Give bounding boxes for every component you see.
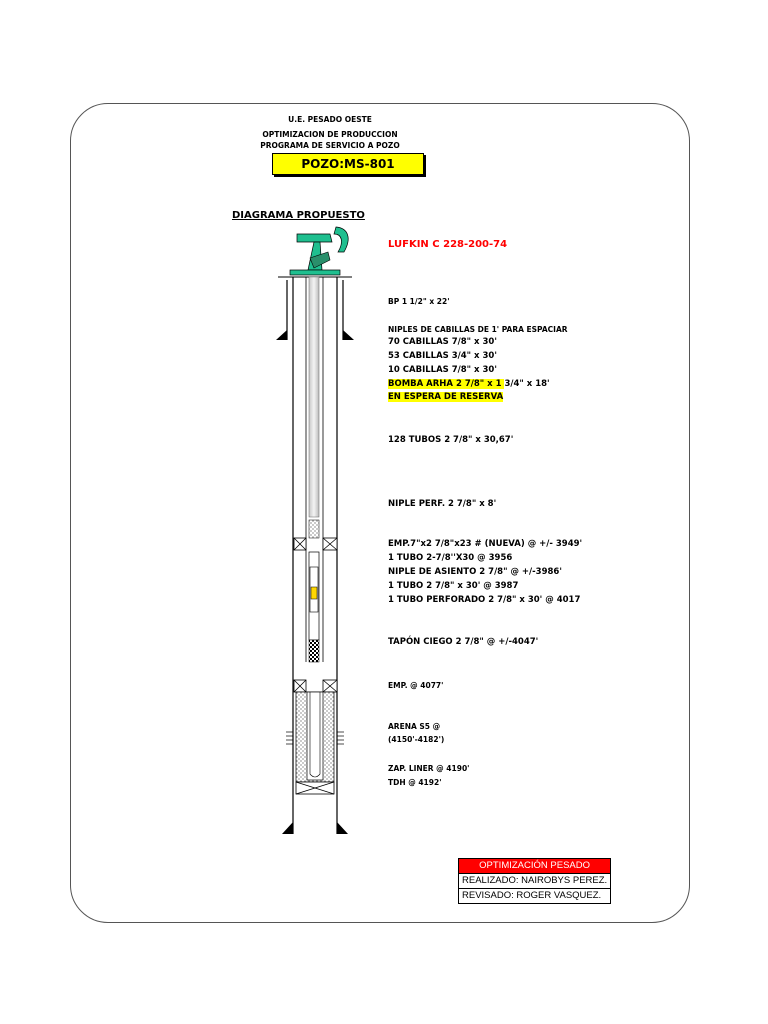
- diagram-title: DIAGRAMA PROPUESTO: [232, 210, 365, 221]
- label-zapata: ZAP. LINER @ 4190': [388, 764, 470, 773]
- program-title: PROGRAMA DE SERVICIO A POZO: [260, 141, 400, 150]
- label-tubo1: 1 TUBO 2-7/8''X30 @ 3956: [388, 553, 513, 563]
- packer-lower: [294, 680, 337, 692]
- department: OPTIMIZACION DE PRODUCCION: [262, 130, 398, 139]
- packer-upper: [294, 538, 337, 550]
- label-cabillas-53: 53 CABILLAS 3/4" x 30': [388, 351, 497, 361]
- label-espera: EN ESPERA DE RESERVA: [388, 392, 504, 402]
- pump-unit-model: LUFKIN C 228-200-74: [388, 239, 508, 250]
- pump-jack-icon: [290, 227, 348, 275]
- signoff-revisado: REVISADO: ROGER VASQUEZ.: [459, 889, 611, 904]
- page-frame: [70, 103, 690, 923]
- label-bomba-rest: 3/4" x 18': [504, 379, 550, 389]
- label-cabillas-70: 70 CABILLAS 7/8" x 30': [388, 337, 497, 347]
- label-bp: BP 1 1/2" x 22': [388, 297, 450, 306]
- label-niple-asiento: NIPLE DE ASIENTO 2 7/8" @ +/-3986': [388, 567, 562, 577]
- signoff-title: OPTIMIZACIÓN PESADO: [459, 859, 611, 874]
- label-tubo-perforado: 1 TUBO PERFORADO 2 7/8" x 30' @ 4017: [388, 595, 581, 605]
- signoff-table: [458, 858, 611, 904]
- label-niple-perf: NIPLE PERF. 2 7/8" x 8': [388, 499, 497, 509]
- label-arena-range: (4150'-4182'): [388, 735, 445, 744]
- label-bomba-highlight: BOMBA ARHA 2 7/8" x 1: [388, 379, 505, 389]
- label-tubos: 128 TUBOS 2 7/8" x 30,67': [388, 435, 514, 445]
- label-emp2: EMP. @ 4077': [388, 681, 444, 690]
- label-arena: ARENA S5 @: [388, 722, 441, 731]
- label-niples: NIPLES DE CABILLAS DE 1' PARA ESPACIAR: [388, 325, 568, 334]
- label-tapon: TAPÓN CIEGO 2 7/8" @ +/-4047': [388, 637, 539, 647]
- org-unit: U.E. PESADO OESTE: [288, 115, 372, 124]
- label-tdh: TDH @ 4192': [388, 778, 442, 787]
- label-emp1: EMP.7"x2 7/8"x23 # (NUEVA) @ +/- 3949': [388, 539, 583, 549]
- label-tubo2: 1 TUBO 2 7/8" x 30' @ 3987: [388, 581, 519, 591]
- label-bomba: [388, 379, 550, 389]
- label-cabillas-10: 10 CABILLAS 7/8" x 30': [388, 365, 497, 375]
- well-id-box: POZO:MS-801: [272, 153, 424, 175]
- signoff-realizado: REALIZADO: NAIROBYS PEREZ.: [459, 874, 611, 889]
- wellbore-diagram: [270, 222, 360, 842]
